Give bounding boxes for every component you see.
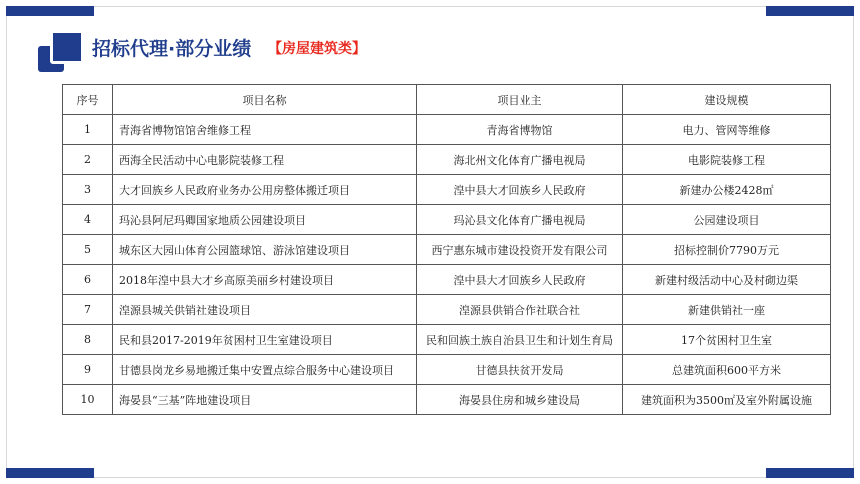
cell-no: 5 <box>63 235 113 265</box>
column-header-name: 项目名称 <box>113 85 417 115</box>
cell-no: 6 <box>63 265 113 295</box>
cell-owner: 海晏县住房和城乡建设局 <box>417 385 623 415</box>
corner-accent-top-right <box>766 6 854 16</box>
table-row <box>63 385 831 415</box>
table-row <box>63 235 831 265</box>
cell-no: 8 <box>63 325 113 355</box>
cell-scale: 新建村级活动中心及村砌边渠 <box>623 265 831 295</box>
cell-name: 玛沁县阿尼玛卿国家地质公园建设项目 <box>113 205 417 235</box>
cell-owner: 甘德县扶贫开发局 <box>417 355 623 385</box>
table-row <box>63 355 831 385</box>
cell-scale: 电力、管网等维修 <box>623 115 831 145</box>
cell-no: 10 <box>63 385 113 415</box>
cell-no: 2 <box>63 145 113 175</box>
table-row <box>63 175 831 205</box>
cell-scale: 17个贫困村卫生室 <box>623 325 831 355</box>
table-row <box>63 115 831 145</box>
table-header-row <box>63 85 831 115</box>
table-row <box>63 265 831 295</box>
table-row <box>63 145 831 175</box>
column-header-scale: 建设规模 <box>623 85 831 115</box>
logo-front-square <box>50 30 84 64</box>
cell-scale: 总建筑面积600平方米 <box>623 355 831 385</box>
performance-table <box>62 84 831 415</box>
cell-name: 海晏县“三基”阵地建设项目 <box>113 385 417 415</box>
cell-name: 2018年湟中县大才乡高原美丽乡村建设项目 <box>113 265 417 295</box>
logo-squares-icon <box>38 32 82 74</box>
page-title: 招标代理·部分业绩 <box>92 38 252 60</box>
cell-owner: 湟源县供销合作社联合社 <box>417 295 623 325</box>
cell-no: 3 <box>63 175 113 205</box>
cell-name: 城东区大园山体育公园篮球馆、游泳馆建设项目 <box>113 235 417 265</box>
cell-no: 4 <box>63 205 113 235</box>
cell-scale: 电影院装修工程 <box>623 145 831 175</box>
cell-owner: 青海省博物馆 <box>417 115 623 145</box>
corner-accent-bottom-right <box>766 468 854 478</box>
cell-scale: 招标控制价7790万元 <box>623 235 831 265</box>
corner-accent-top-left <box>6 6 94 16</box>
table-row <box>63 295 831 325</box>
cell-name: 湟源县城关供销社建设项目 <box>113 295 417 325</box>
column-header-owner: 项目业主 <box>417 85 623 115</box>
cell-scale: 公园建设项目 <box>623 205 831 235</box>
cell-no: 9 <box>63 355 113 385</box>
cell-owner: 海北州文化体育广播电视局 <box>417 145 623 175</box>
corner-accent-bottom-left <box>6 468 94 478</box>
cell-owner: 民和回族土族自治县卫生和计划生育局 <box>417 325 623 355</box>
column-header-no: 序号 <box>63 85 113 115</box>
table-row <box>63 325 831 355</box>
cell-name: 民和县2017-2019年贫困村卫生室建设项目 <box>113 325 417 355</box>
cell-owner: 湟中县大才回族乡人民政府 <box>417 175 623 205</box>
cell-no: 1 <box>63 115 113 145</box>
cell-owner: 西宁惠东城市建设投资开发有限公司 <box>417 235 623 265</box>
cell-name: 甘德县岗龙乡易地搬迁集中安置点综合服务中心建设项目 <box>113 355 417 385</box>
cell-scale: 建筑面积为3500㎡及室外附属设施 <box>623 385 831 415</box>
cell-owner: 湟中县大才回族乡人民政府 <box>417 265 623 295</box>
cell-name: 西海全民活动中心电影院装修工程 <box>113 145 417 175</box>
cell-scale: 新建供销社一座 <box>623 295 831 325</box>
cell-scale: 新建办公楼2428㎡ <box>623 175 831 205</box>
page-subtitle: 【房屋建筑类】 <box>268 41 366 57</box>
cell-name: 大才回族乡人民政府业务办公用房整体搬迁项目 <box>113 175 417 205</box>
table-row <box>63 205 831 235</box>
cell-name: 青海省博物馆馆舍维修工程 <box>113 115 417 145</box>
cell-owner: 玛沁县文化体育广播电视局 <box>417 205 623 235</box>
cell-no: 7 <box>63 295 113 325</box>
